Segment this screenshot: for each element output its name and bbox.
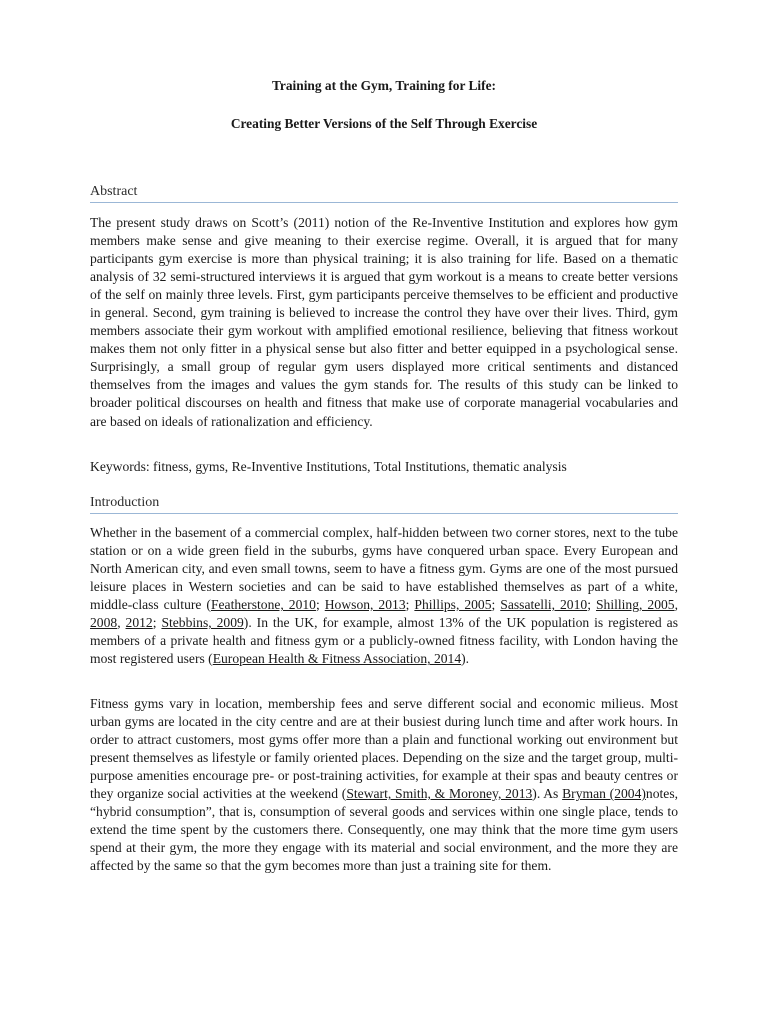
text-run: ,	[674, 597, 678, 613]
paper-subtitle: Creating Better Versions of the Self Through Exercise	[230, 116, 538, 131]
text-run: Fitness gyms vary in location, membership fees and serve different social and economic milieus. Most urban gyms are located in the city centre and are at their busiest during lunch time and after work hours. In order to attract customers, most gyms offer more than a plain and functional working out environment but present themselves as lifestyle or family oriented places. Depending on the size and the target group, multi-purpose amenities encourage pre- or post-training activities, for example at their spas and beauty centres or they organize social activities at the weekend (	[90, 696, 678, 802]
introduction-heading: Introduction	[90, 495, 678, 514]
abstract-paragraph: The present study draws on Scott’s (2011) notion of the Re-Inventive Institution and explores how gym members make sense and give meaning to their exercise regime. Overall, it is argued that for many participants gym exercise is more than physical training; it is also training for life. Based on a thematic analysis of 32 semi-structured interviews it is argued that gym workout is a means to create better versions of the self on mainly three levels. First, gym participants perceive themselves to be efficient and productive in general. Second, gym training is believed to increase the control they have over their lives. Third, gym members associate their gym workout with amplified emotional resilience, believing that fitness workout makes them not only fitter in a physical sense but also fitter and better equipped in a psychological sense. Surprisingly, a small group of regular gym users displayed more critical sentiments and distanced themselves from the images and values the gym stands for. The results of this study can be linked to broader political discourses on health and fitness that make use of corporate managerial vocabularies and are based on ideals of rationalization and efficiency.	[90, 215, 678, 429]
text-run: Whether in the basement of a commercial complex, half-hidden between two corner stores, next to the tube station or on a wide green field in the suburbs, gyms have conquered urban space. Every European and North American city, and even small towns, seem to have a fitness gym. Gyms are one of the most pursued leisure places in Western societies and can be said to have established themselves as part of a white, middle-class culture (	[90, 525, 678, 613]
citation-link[interactable]: Bryman (2004)	[562, 786, 646, 802]
citation-link[interactable]: 2008	[90, 615, 118, 631]
text-run: ,	[117, 615, 126, 631]
keywords-line: Keywords: fitness, gyms, Re-Inventive Institutions, Total Institutions, thematic analysis	[90, 459, 567, 474]
citation-link[interactable]: Stewart, Smith, & Moroney, 2013	[346, 786, 533, 802]
text-run: notes, “hybrid consumption”, that is, consumption of several goods and services within one single place, tends to extend the time spent by the customers there. Consequently, one may think that the more time gym users spend at their gym, the more they engage with its material and social environment, and the more they are affected by the same so that the gym becomes more than just a training site for them.	[90, 786, 679, 874]
introduction-paragraph-2	[90, 695, 678, 875]
abstract-heading: Abstract	[90, 184, 678, 203]
introduction-paragraph-1	[90, 524, 678, 668]
text-run: ;	[491, 597, 501, 613]
citation-link[interactable]: Shilling, 2005	[595, 597, 675, 613]
citation-link[interactable]: European Health & Fitness Association, 2014	[212, 651, 462, 667]
citation-link[interactable]: Featherstone, 2010	[210, 597, 316, 613]
text-run: ). In the UK, for example, almost 13% of the UK population is registered as members of a private health and fitness gym or a publicly-owned fitness facility, with London having the most registered users (	[90, 615, 678, 667]
text-run: ;	[405, 597, 415, 613]
text-run: ).	[461, 651, 470, 667]
paper-title: Training at the Gym, Training for Life:	[271, 78, 497, 93]
citation-link[interactable]: 2012	[125, 615, 153, 631]
text-run: ;	[587, 597, 596, 613]
text-run: ;	[152, 615, 162, 631]
text-run: ). As	[532, 786, 563, 802]
citation-link[interactable]: Phillips, 2005	[414, 597, 492, 613]
citation-link[interactable]: Sassatelli, 2010	[500, 597, 588, 613]
citation-link[interactable]: Howson, 2013	[324, 597, 406, 613]
text-run: ;	[315, 597, 325, 613]
citation-link[interactable]: Stebbins, 2009	[161, 615, 244, 631]
